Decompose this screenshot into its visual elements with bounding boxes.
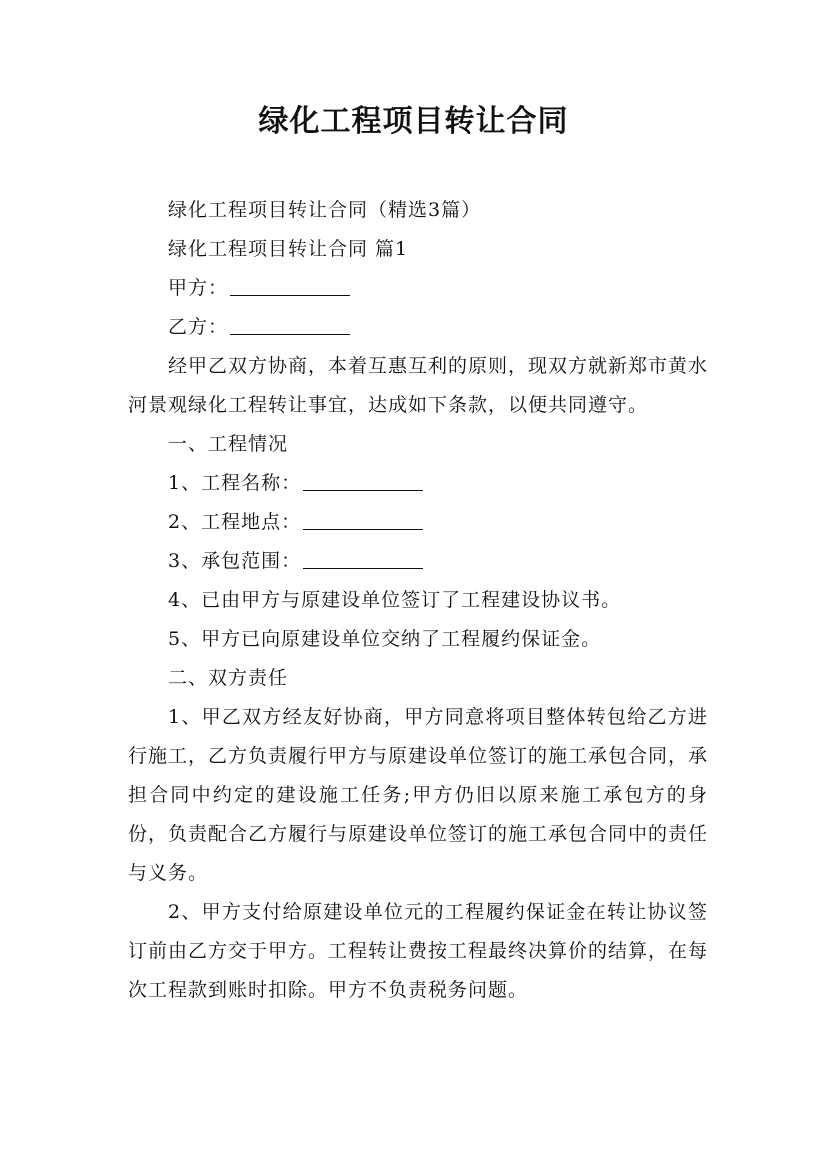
paragraph-section-heading: 绿化工程项目转让合同 篇1 [168,238,409,260]
project-name-blank [303,489,423,491]
project-location-blank [303,528,423,530]
party-a-blank [230,294,350,296]
paragraph-item-4: 4、已由甲方与原建设单位签订了工程建设协议书。 [168,589,622,611]
heading-project-info: 一、工程情况 [168,433,289,455]
heading-responsibilities: 二、双方责任 [168,667,289,689]
project-scope-blank [303,567,423,569]
party-b-label: 乙方： [168,316,229,338]
project-location-line [128,503,708,542]
project-name-line [128,464,708,503]
project-scope-line [128,542,708,581]
paragraph-subtitle: 绿化工程项目转让合同（精选3篇） [168,199,482,221]
project-name-label: 1、工程名称： [168,472,302,494]
paragraph-preamble: 经甲乙双方协商，本着互惠互利的原则，现双方就新郑市黄水河景观绿化工程转让事宜，达成如下条款，以便共同遵守。 [128,355,709,416]
party-b-line [128,308,708,347]
party-a-label: 甲方： [168,277,229,299]
paragraph-item-5: 5、甲方已向原建设单位交纳了工程履约保证金。 [168,628,602,650]
party-b-blank [230,333,350,335]
party-a-line [128,269,708,308]
paragraph-responsibility-1: 1、甲乙双方经友好协商，甲方同意将项目整体转包给乙方进行施工，乙方负责履行甲方与原建设单位签订的施工承包合同，承担合同中约定的建设施工任务;甲方仍旧以原来施工承包方的身份，负责配合乙方履行与原建设单位签订的施工承包合同中的责任与义务。 [128,706,709,884]
project-scope-label: 3、承包范围： [168,550,302,572]
paragraph-responsibility-2: 2、甲方支付给原建设单位元的工程履约保证金在转让协议签订前由乙方交于甲方。工程转让费按工程最终决算价的结算，在每次工程款到账时扣除。甲方不负责税务问题。 [128,901,709,1001]
document-title: 绿化工程项目转让合同 [258,104,569,139]
project-location-label: 2、工程地点： [168,511,302,533]
document-body [128,191,708,1010]
